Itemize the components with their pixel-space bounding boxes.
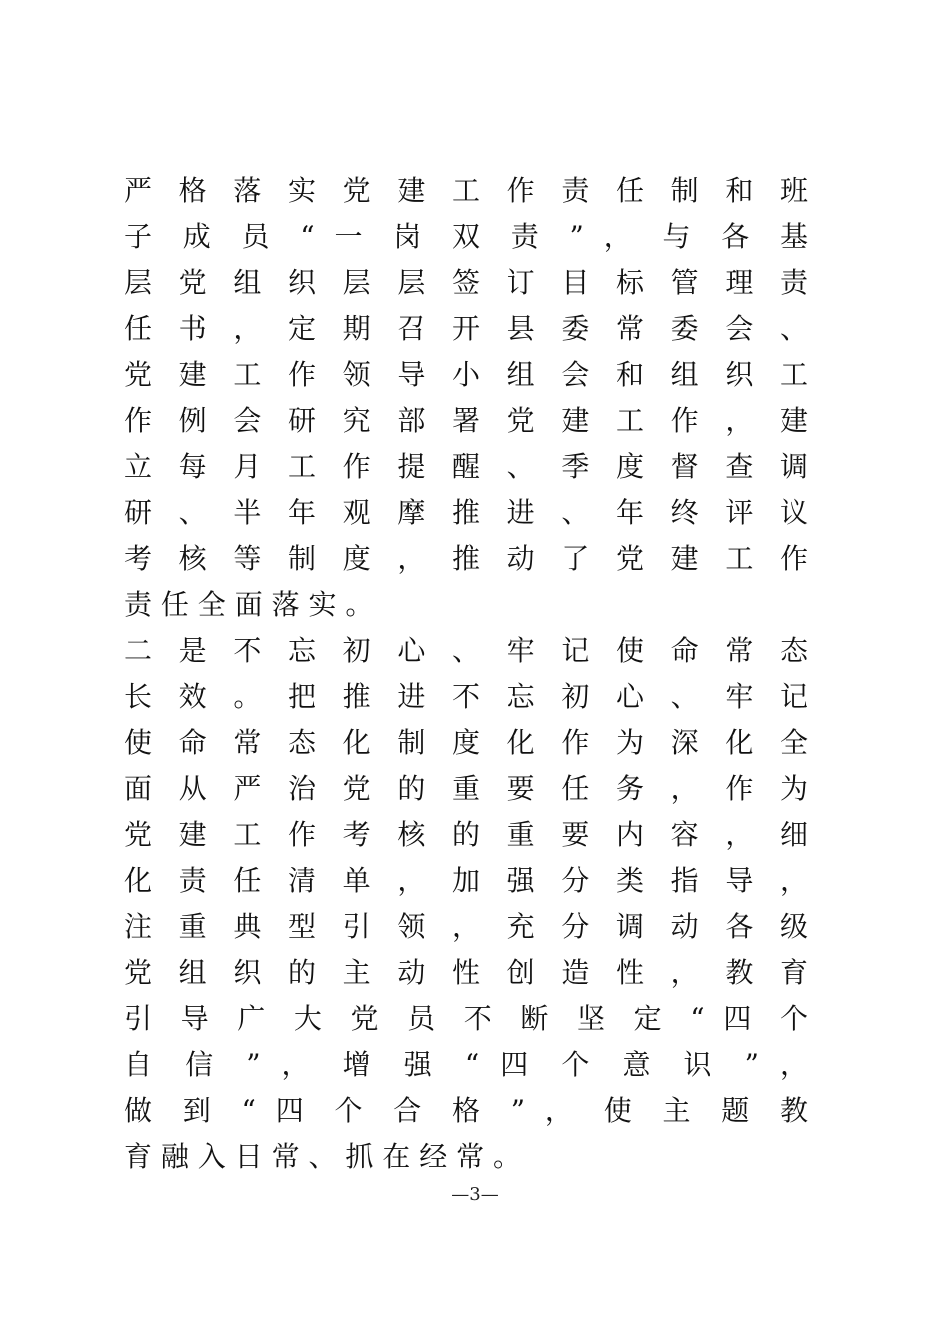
text-line: 考 核 等 制 度 ， 推 动 了 党 建 工 作 [124, 542, 808, 575]
text-line-last: 责 任 全 面 落 实 。 [124, 588, 374, 621]
text-line: 党 建 工 作 领 导 小 组 会 和 组 织 工 [124, 358, 808, 391]
text-line-last: 育 融 入 日 常 、 抓 在 经 常 。 [124, 1140, 522, 1173]
text-line: 长 效 。 把 推 进 不 忘 初 心 、 牢 记 [124, 680, 808, 713]
text-line: 立 每 月 工 作 提 醒 、 季 度 督 查 调 [124, 450, 808, 483]
text-line: 严 格 落 实 党 建 工 作 责 任 制 和 班 [124, 174, 808, 207]
body-text [124, 168, 808, 1180]
text-line: 面 从 严 治 党 的 重 要 任 务 ， 作 为 [124, 772, 808, 805]
text-line: 层 党 组 织 层 层 签 订 目 标 管 理 责 [124, 266, 808, 299]
text-line: 引 导 广 大 党 员 不 断 坚 定 “ 四 个 [124, 1002, 808, 1035]
text-line: 自 信 ” ， 增 强 “ 四 个 意 识 ” ， [124, 1048, 808, 1081]
text-line: 化 责 任 清 单 ， 加 强 分 类 指 导 ， [124, 864, 808, 897]
text-line: 党 组 织 的 主 动 性 创 造 性 ， 教 育 [124, 956, 808, 989]
text-line: 任 书 ， 定 期 召 开 县 委 常 委 会 、 [124, 312, 808, 345]
text-line: 子 成 员 “ 一 岗 双 责 ” ， 与 各 基 [124, 220, 808, 253]
text-line: 注 重 典 型 引 领 ， 充 分 调 动 各 级 [124, 910, 808, 943]
text-line: 研 、 半 年 观 摩 推 进 、 年 终 评 议 [124, 496, 808, 529]
text-line: 做 到 “ 四 个 合 格 ” ， 使 主 题 教 [124, 1094, 808, 1127]
text-line: 党 建 工 作 考 核 的 重 要 内 容 ， 细 [124, 818, 808, 851]
text-line: 作 例 会 研 究 部 署 党 建 工 作 ， 建 [124, 404, 808, 437]
text-line: 二 是 不 忘 初 心 、 牢 记 使 命 常 态 [124, 634, 808, 667]
paragraph-2 [124, 628, 808, 1180]
paragraph-1 [124, 168, 808, 628]
text-line: 使 命 常 态 化 制 度 化 作 为 深 化 全 [124, 726, 808, 759]
page-number: —3— [451, 1184, 499, 1205]
